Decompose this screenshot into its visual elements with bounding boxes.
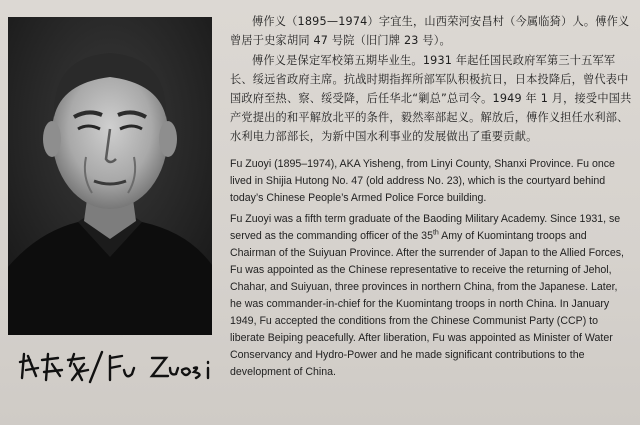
portrait-photo [8, 17, 212, 335]
signature-image [18, 346, 218, 386]
caption-text [230, 12, 632, 381]
ordinal-suffix: th [432, 229, 439, 237]
portrait-image [8, 17, 212, 335]
english-paragraph-1: Fu Zuoyi (1895–1974), AKA Yisheng, from Linyi County, Shanxi Province. Fu once lived in Shijia Hutong No. 47 (old address No. 23), which is the courtyard behind today’s Chinese People’s Armed Police Force building. [230, 158, 615, 204]
chinese-paragraph-2: 傅作义是保定军校第五期毕业生。1931 年起任国民政府军第三十五军军长、绥远省政府主席。抗战时期指挥所部军队积极抗日，日本投降后，曾代表中国政府至热、察、绥受降，后任华北“剿总”总司令。1949 年 1 月，接受中国共产党提出的和平解放北平的条件，毅然率部起义。解放后，傅作义担任水利部、水利电力部部长，为新中国水利事业的发展做出了重要贡献。 [230, 54, 632, 143]
english-paragraph-2-part-1: Fu Zuoyi was a fifth term graduate of the Baoding Military Academy. Since 1931, se served as the commanding officer of the 35 [230, 213, 621, 242]
english-paragraph-2 [230, 211, 632, 381]
english-paragraph-2-part-2: Amy of Kuomintang troops and Chairman of the Suiyuan Province. After the surrender of Japan to the Allied Forces, Fu was appointed as the Chinese representative to receive the returning of Jehol, Chahar, and Suiyuan, three provinces in northern China, from the Japanese. Later, he was commander-in-chief for the Kuomintang troops in north China. In January 1949, Fu accepted the conditions from the Chinese Communist Party (CCP) to liberate Beiping peacefully. After liberation, Fu was appointed as Minister of Water Conservancy and Hydro-Power and he made significant contributions to the development of China. [230, 230, 624, 378]
chinese-paragraph-1: 傅作义（1895—1974）字宜生，山西荣河安昌村（今属临猗）人。傅作义曾居于史家胡同 47 号院（旧门牌 23 号）。 [230, 15, 630, 47]
